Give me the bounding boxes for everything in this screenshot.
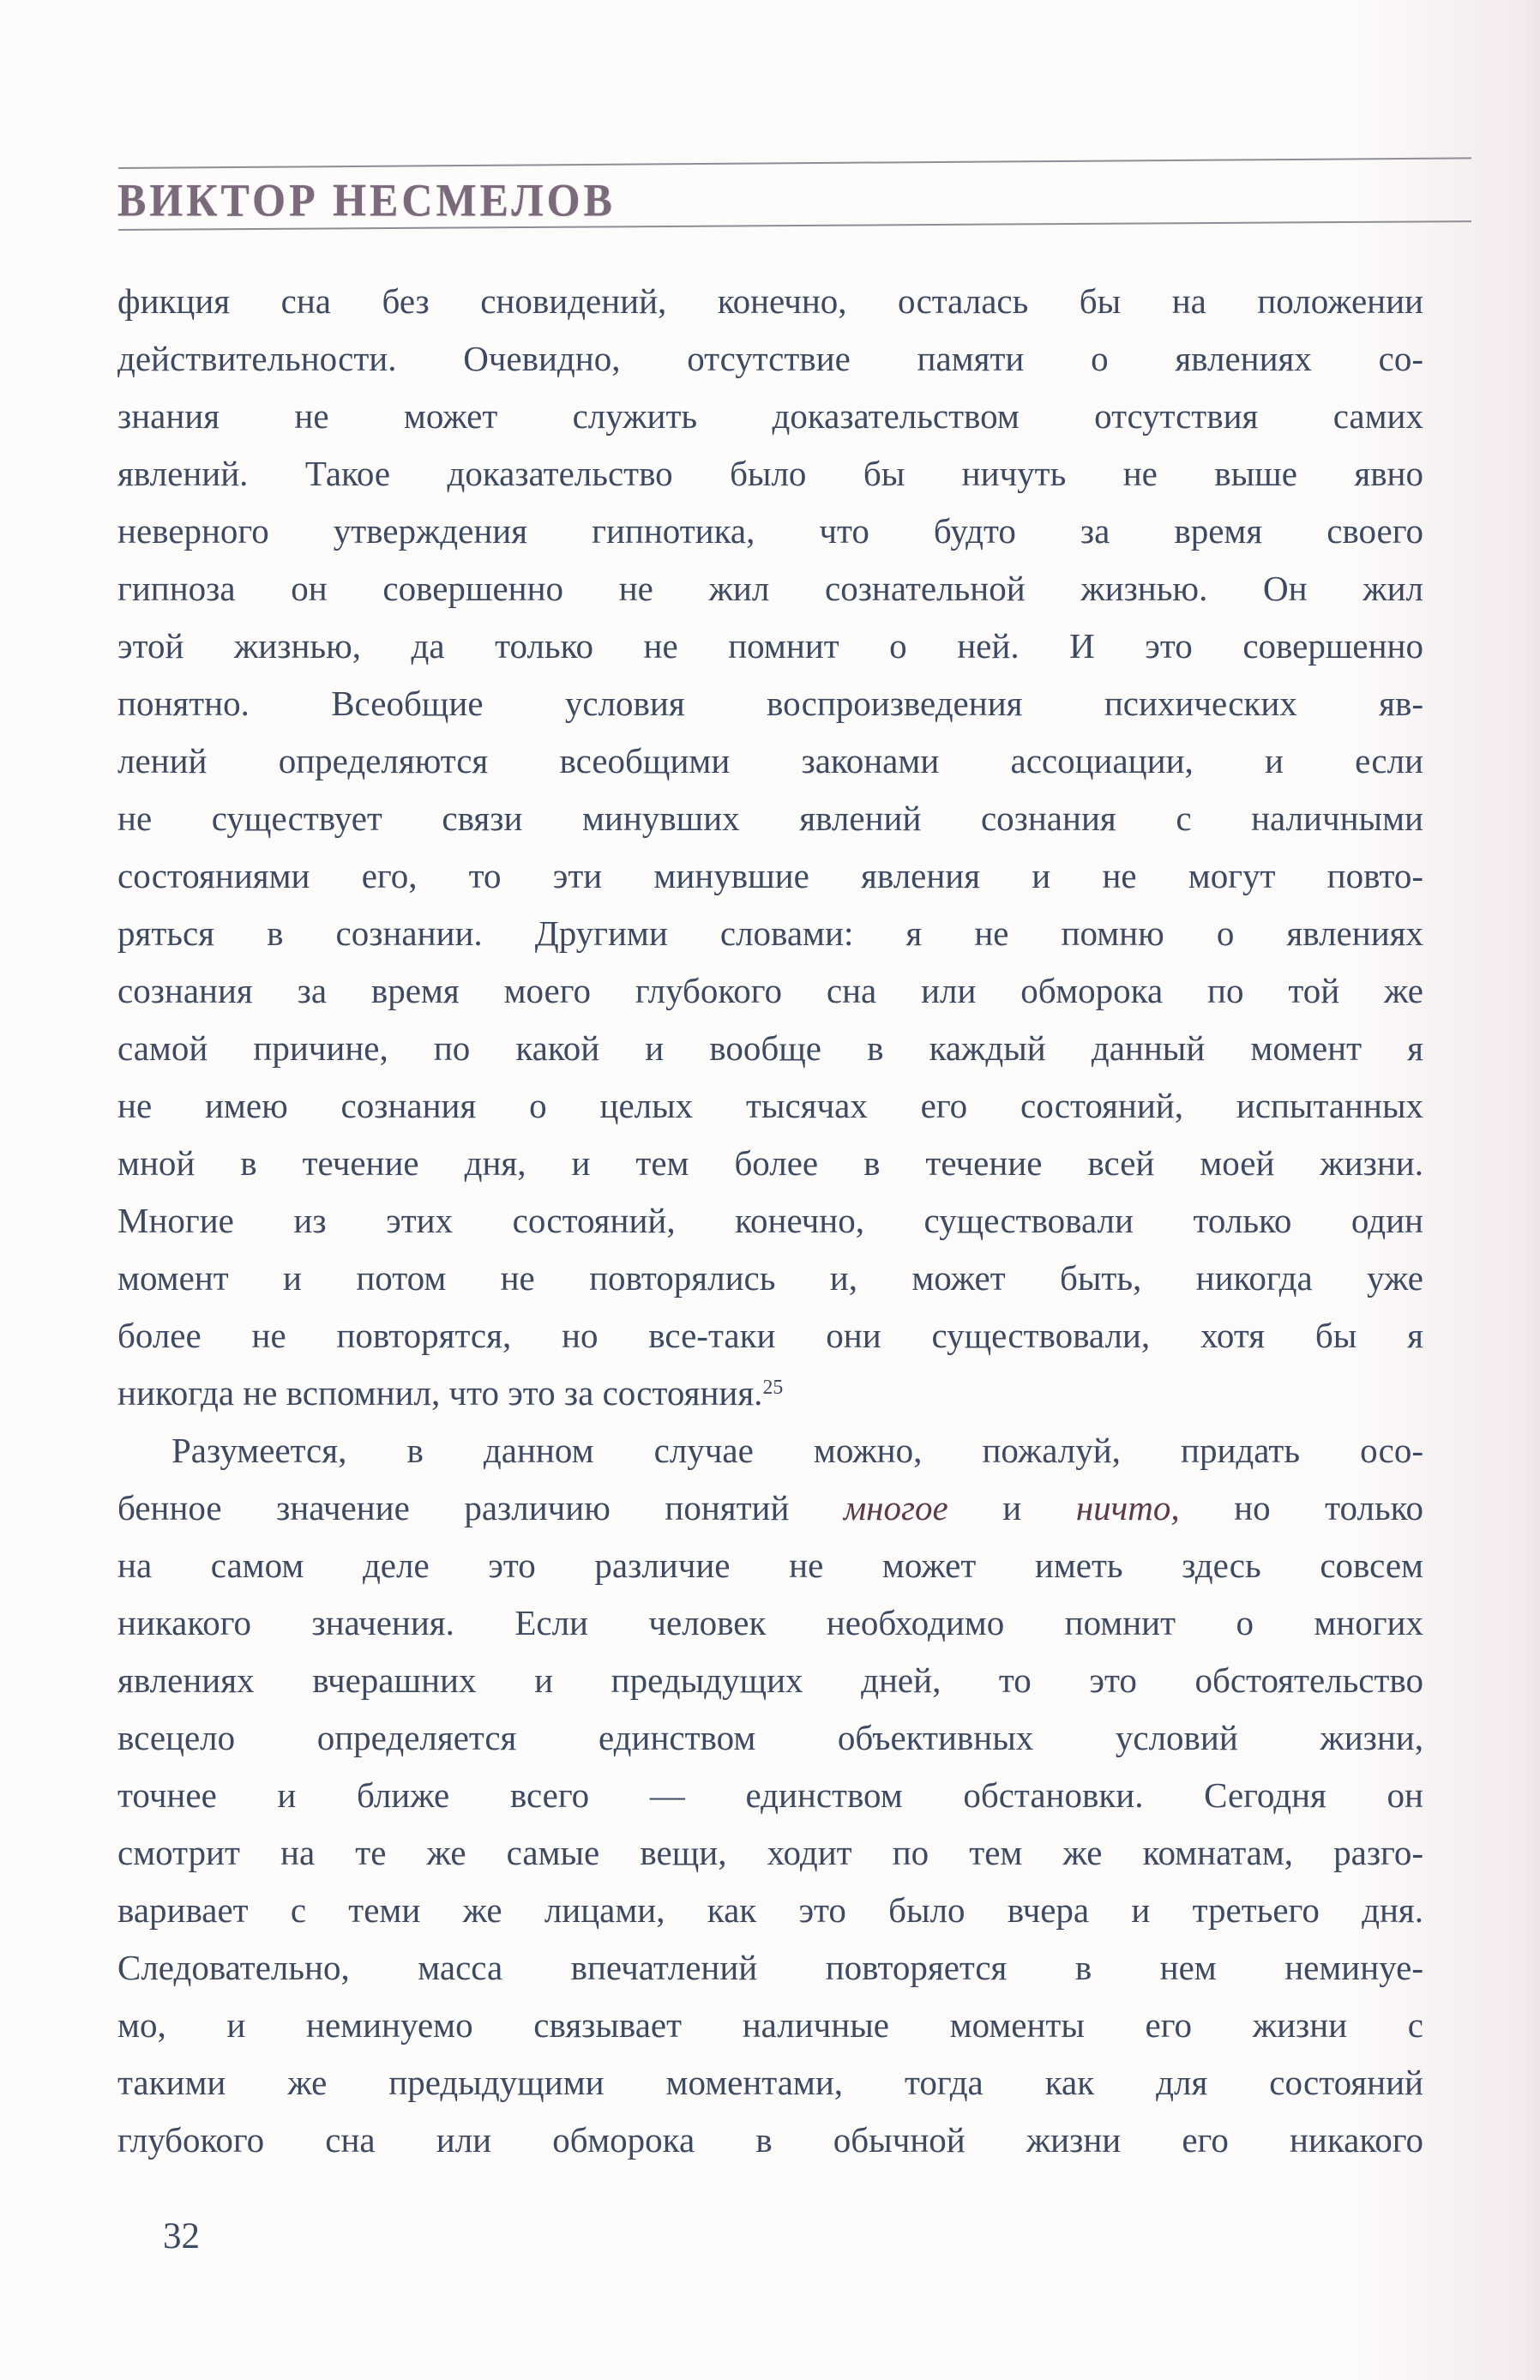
text-segment: но только [1179, 1488, 1423, 1527]
text-segment: Многие из этих состояний, конечно, существовали только один [117, 1201, 1423, 1240]
text-line [117, 2054, 1423, 2112]
footnote-reference: 25 [762, 1376, 784, 1399]
text-segment: всецело определяется единством объективных условий жизни, [117, 1718, 1423, 1757]
text-line [117, 1997, 1423, 2054]
header-rule-top [118, 157, 1471, 169]
text-segment: глубокого сна или обморока в обычной жизни его никакого [117, 2120, 1423, 2160]
text-line [117, 1135, 1423, 1192]
text-line [117, 388, 1423, 445]
text-line [117, 330, 1423, 388]
text-line [117, 2112, 1423, 2169]
text-line [117, 618, 1423, 675]
text-segment: мо, и неминуемо связывает наличные моменты его жизни с [117, 2005, 1423, 2045]
body-text [117, 273, 1423, 2169]
text-segment: смотрит на те же самые вещи, ходит по тем же комнатам, разго- [117, 1833, 1423, 1872]
running-header-author: ВИКТОР НЕСМЕЛОВ [117, 174, 616, 226]
text-line [117, 1020, 1423, 1077]
text-segment: гипноза он совершенно не жил сознательной жизнью. Он жил [117, 569, 1423, 608]
text-line [117, 1077, 1423, 1135]
accent-term: многое [844, 1488, 948, 1527]
text-line [117, 732, 1423, 790]
text-line [117, 1422, 1423, 1479]
text-line [117, 1537, 1423, 1594]
text-line [117, 962, 1423, 1020]
text-segment: более не повторятся, но все-таки они существовали, хотя бы я [117, 1316, 1423, 1355]
text-segment: сознания за время моего глубокого сна или обморока по той же [117, 971, 1423, 1010]
text-line [117, 847, 1423, 905]
text-line [117, 1192, 1423, 1250]
text-segment: момент и потом не повторялись и, может быть, никогда уже [117, 1258, 1423, 1298]
text-segment: мной в течение дня, и тем более в течение всей моей жизни. [117, 1143, 1423, 1183]
text-segment: не имею сознания о целых тысячах его состояний, испытанных [117, 1086, 1423, 1125]
text-segment: явлениях вчерашних и предыдущих дней, то это обстоятельство [117, 1660, 1423, 1700]
text-segment: явлений. Такое доказательство было бы ничуть не выше явно [117, 454, 1423, 493]
text-line [117, 1307, 1423, 1365]
text-line [117, 1939, 1423, 1997]
text-line [117, 1365, 1423, 1422]
text-line [117, 1882, 1423, 1939]
text-line [117, 675, 1423, 732]
text-segment: такими же предыдущими моментами, тогда как для состояний [117, 2063, 1423, 2102]
text-segment: и [947, 1488, 1076, 1527]
text-line [117, 1594, 1423, 1652]
text-line [117, 1250, 1423, 1307]
text-line [117, 1709, 1423, 1767]
text-segment: этой жизнью, да только не помнит о ней. И это совершенно [117, 626, 1423, 666]
text-segment: никакого значения. Если человек необходимо помнит о многих [117, 1603, 1423, 1642]
text-segment: лений определяются всеобщими законами ассоциации, и если [117, 741, 1423, 780]
text-segment: не существует связи минувших явлений сознания с наличными [117, 798, 1423, 838]
text-segment: состояниями его, то эти минувшие явления и не могут повто- [117, 856, 1423, 895]
text-line [117, 790, 1423, 847]
text-segment: фикция сна без сновидений, конечно, осталась бы на положении [117, 281, 1423, 321]
text-segment: неверного утверждения гипнотика, что будто за время своего [117, 511, 1423, 551]
text-segment: ряться в сознании. Другими словами: я не помню о явлениях [117, 913, 1423, 953]
accent-term: ничто, [1075, 1488, 1180, 1527]
text-line [117, 1767, 1423, 1824]
text-segment: точнее и ближе всего — единством обстановки. Сегодня он [117, 1775, 1423, 1815]
text-line [117, 1652, 1423, 1709]
text-segment: Следовательно, масса впечатлений повторяется в нем неминуе- [117, 1948, 1423, 1987]
page-number: 32 [163, 2216, 200, 2256]
text-segment: на самом деле это различие не может иметь здесь совсем [117, 1545, 1423, 1585]
text-segment: бенное значение различию понятий [117, 1488, 845, 1527]
text-line [117, 1479, 1423, 1537]
text-segment: самой причине, по какой и вообще в каждый данный момент я [117, 1028, 1423, 1068]
text-segment: понятно. Всеобщие условия воспроизведения психических яв- [117, 684, 1423, 723]
text-line [117, 503, 1423, 560]
text-segment: действительности. Очевидно, отсутствие памяти о явлениях со- [117, 339, 1423, 378]
text-line [117, 560, 1423, 618]
text-line [117, 273, 1423, 330]
text-line [117, 445, 1423, 503]
text-line [117, 905, 1423, 962]
text-segment: никогда не вспомнил, что это за состояния. [117, 1373, 763, 1413]
text-segment: варивает с теми же лицами, как это было вчера и третьего дня. [117, 1890, 1423, 1930]
text-line [117, 1824, 1423, 1882]
text-segment: знания не может служить доказательством отсутствия самих [117, 396, 1423, 436]
text-segment: Разумеется, в данном случае можно, пожалуй, придать осо- [171, 1431, 1423, 1470]
